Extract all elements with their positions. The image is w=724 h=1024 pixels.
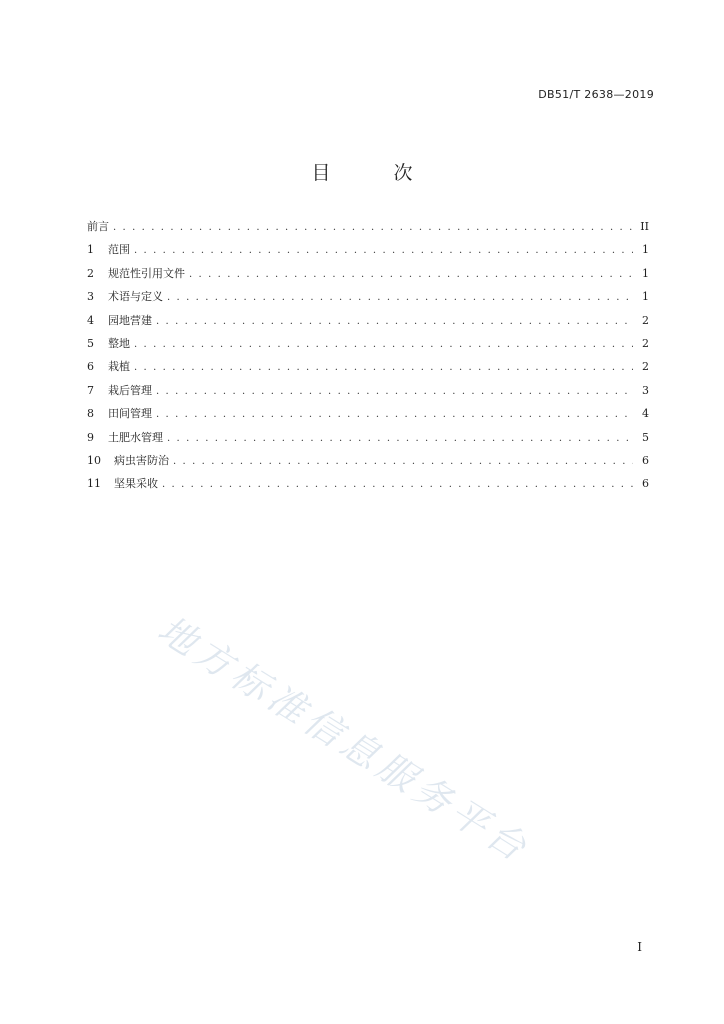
watermark: 地方标准信息服务平台: [150, 607, 538, 872]
toc-page-number: 5: [642, 430, 649, 444]
toc-entry-foreword[interactable]: [87, 218, 649, 241]
toc-entry-label: 2 规范性引用文件: [87, 266, 185, 280]
toc-entry-label: 1 范围: [87, 243, 130, 257]
toc-page-number: 3: [642, 383, 649, 397]
toc-page-number: 1: [642, 290, 649, 304]
toc-entry-5[interactable]: [87, 335, 649, 358]
toc-leader-dots: [167, 292, 633, 303]
toc-entry-9[interactable]: [87, 429, 649, 452]
toc-page-number: 2: [642, 336, 649, 350]
toc-leader-dots: [156, 409, 633, 420]
toc-entry-4[interactable]: [87, 312, 649, 335]
toc-leader-dots: [173, 456, 633, 467]
toc-page-number: 6: [642, 453, 649, 467]
toc-page-number: 2: [642, 360, 649, 374]
toc-entry-label: 4 园地营建: [87, 313, 152, 327]
toc-leader-dots: [162, 479, 633, 490]
document-code: DB51/T 2638—2019: [538, 88, 654, 101]
toc-leader-dots: [134, 245, 633, 256]
toc-entry-label: 9 土肥水管理: [87, 430, 163, 444]
toc-leader-dots: [134, 339, 633, 350]
toc-leader-dots: [134, 362, 633, 373]
toc-entry-label: 前言: [87, 220, 109, 233]
toc-entry-label: 8 田间管理: [87, 407, 152, 421]
toc-entry-7[interactable]: [87, 382, 649, 405]
page-title: 目 次: [311, 162, 435, 184]
table-of-contents: [87, 218, 649, 499]
toc-page-number: II: [640, 220, 649, 233]
toc-entry-8[interactable]: [87, 405, 649, 428]
toc-leader-dots: [156, 386, 633, 397]
toc-page-number: 1: [642, 266, 649, 280]
toc-entry-1[interactable]: [87, 241, 649, 264]
toc-page-number: 1: [642, 243, 649, 257]
toc-entry-label: 3 术语与定义: [87, 290, 163, 304]
toc-entry-10[interactable]: [87, 452, 649, 475]
toc-entry-label: 11 坚果采收: [87, 477, 158, 491]
toc-entry-3[interactable]: [87, 288, 649, 311]
toc-leader-dots: [113, 222, 633, 233]
toc-entry-label: 10 病虫害防治: [87, 453, 169, 467]
toc-page-number: 2: [642, 313, 649, 327]
toc-entry-11[interactable]: [87, 475, 649, 498]
toc-entry-2[interactable]: [87, 265, 649, 288]
toc-leader-dots: [167, 433, 633, 444]
toc-entry-6[interactable]: [87, 358, 649, 381]
toc-entry-label: 7 栽后管理: [87, 383, 152, 397]
toc-entry-label: 5 整地: [87, 336, 130, 350]
toc-leader-dots: [189, 269, 633, 280]
toc-page-number: 6: [642, 477, 649, 491]
toc-page-number: 4: [642, 407, 649, 421]
toc-entry-label: 6 栽植: [87, 360, 130, 374]
toc-leader-dots: [156, 316, 633, 327]
footer-page-number: I: [637, 940, 642, 954]
